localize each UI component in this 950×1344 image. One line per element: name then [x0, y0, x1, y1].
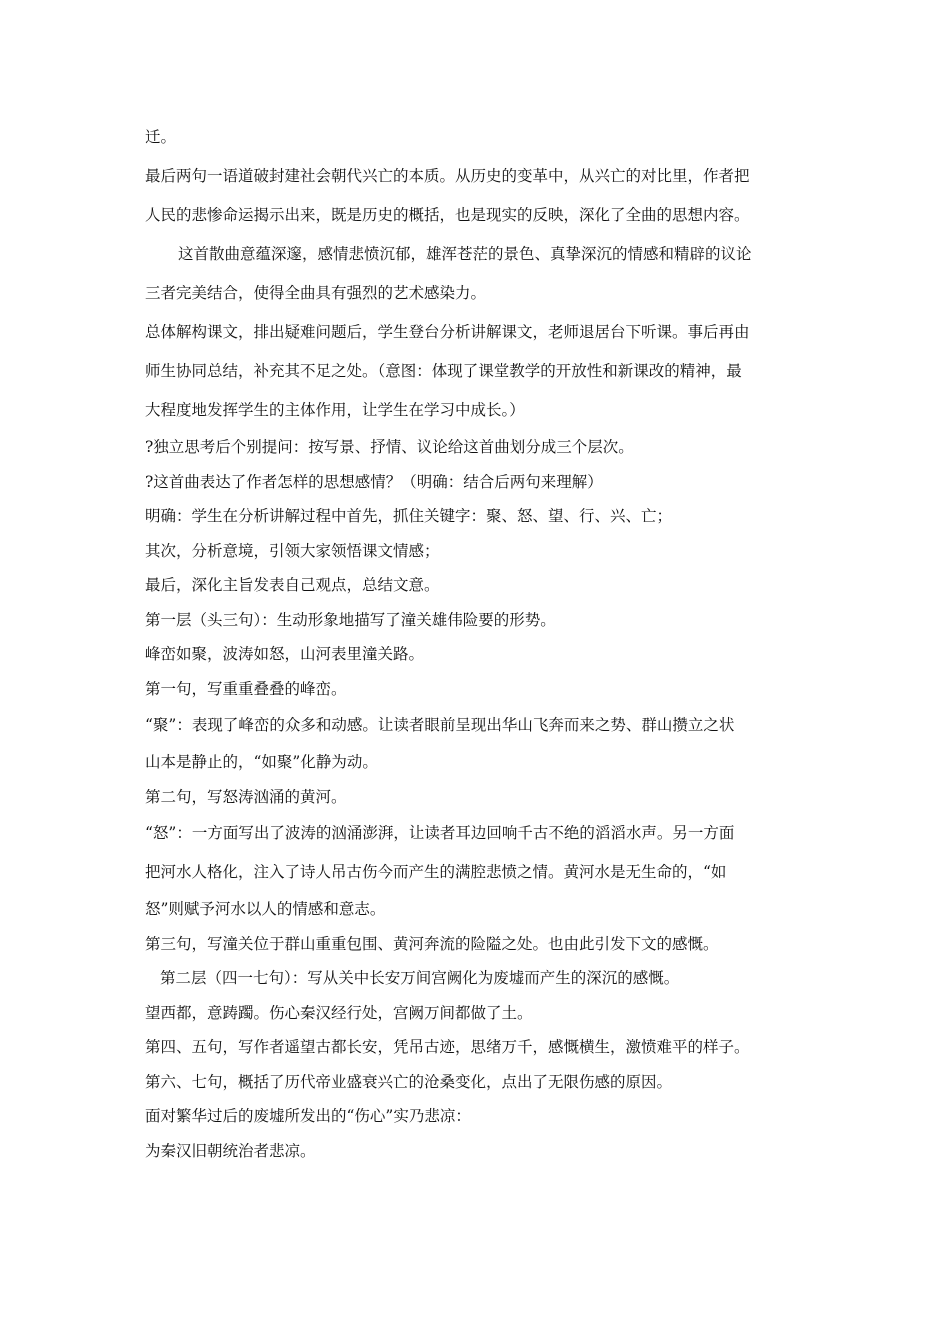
text-line: 明确：学生在分析讲解过程中首先，抓住关键字：聚、怒、望、行、兴、亡； — [145, 507, 673, 525]
text-line: 其次，分析意境，引领大家领悟课文情感； — [145, 541, 440, 560]
text-line: 总体解构课文，排出疑难问题后，学生登台分析讲解课文，老师退居台下听课。事后再由 — [145, 323, 750, 341]
text-line: 第二层（四一七句）：写从关中长安万间宫阙化为废墟而产生的深沉的感慨。 — [160, 969, 680, 987]
text-line: ?这首曲表达了作者怎样的思想感情？（明确：结合后两句来理解） — [145, 472, 603, 491]
text-line: 峰峦如聚，波涛如怒，山河表里潼关路。 — [145, 645, 425, 663]
text-line: 第一句，写重重叠叠的峰峦。 — [145, 679, 347, 698]
document-body — [145, 118, 810, 1168]
text-line: 面对繁华过后的废墟所发出的“伤心”实乃悲凉： — [145, 1107, 471, 1125]
text-line: 大程度地发挥学生的主体作用，让学生在学习中成长。） — [145, 401, 525, 419]
text-line: 把河水人格化，注入了诗人吊古伤今而产生的满腔悲愤之情。黄河水是无生命的，“如 — [145, 863, 727, 881]
text-line: 为秦汉旧朝统治者悲凉。 — [145, 1141, 316, 1160]
text-line: 第六、七句，概括了历代帝业盛衰兴亡的沧桑变化，点出了无限伤感的原因。 — [145, 1072, 673, 1091]
text-line: 最后两句一语道破封建社会朝代兴亡的本质。从历史的变革中，从兴亡的对比里，作者把 — [145, 167, 750, 185]
text-line: 迁。 — [145, 128, 177, 146]
text-line: 三者完美结合，使得全曲具有强烈的艺术感染力。 — [145, 284, 487, 302]
text-line: 最后，深化主旨发表自己观点，总结文意。 — [145, 576, 440, 594]
text-line: “聚”：表现了峰峦的众多和动感。让读者眼前呈现出华山飞奔而来之势、群山攒立之状 — [145, 716, 735, 734]
text-line: 第三句，写潼关位于群山重重包围、黄河奔流的险隘之处。也由此引发下文的感慨。 — [145, 934, 719, 953]
text-line: 第一层（头三句）：生动形象地描写了潼关雄伟险要的形势。 — [145, 610, 556, 629]
text-line: 这首散曲意蕴深邃，感情悲愤沉郁，雄浑苍茫的景色、真挚深沉的情感和精辟的议论 — [178, 245, 752, 263]
text-line: 望西都，意踌躅。伤心秦汉经行处，宫阙万间都做了土。 — [145, 1003, 533, 1022]
text-line: “怒”：一方面写出了波涛的汹涌澎湃，让读者耳边回响千古不绝的滔滔水声。另一方面 — [145, 824, 735, 842]
text-line: 人民的悲惨命运揭示出来，既是历史的概括，也是现实的反映，深化了全曲的思想内容。 — [145, 206, 750, 224]
text-line: 师生协同总结，补充其不足之处。（意图：体现了课堂教学的开放性和新课改的精神，最 — [145, 362, 742, 380]
text-line: ?独立思考后个别提问：按写景、抒情、议论给这首曲划分成三个层次。 — [145, 438, 634, 456]
text-line: 第二句，写怒涛汹涌的黄河。 — [145, 787, 347, 806]
text-line: 怒”则赋予河水以人的情感和意志。 — [145, 900, 386, 918]
text-line: 山本是静止的，“如聚”化静为动。 — [145, 753, 378, 771]
text-line: 第四、五句，写作者遥望古都长安，凭吊古迹，思绪万千，感慨横生，激愤难平的样子。 — [145, 1038, 750, 1056]
